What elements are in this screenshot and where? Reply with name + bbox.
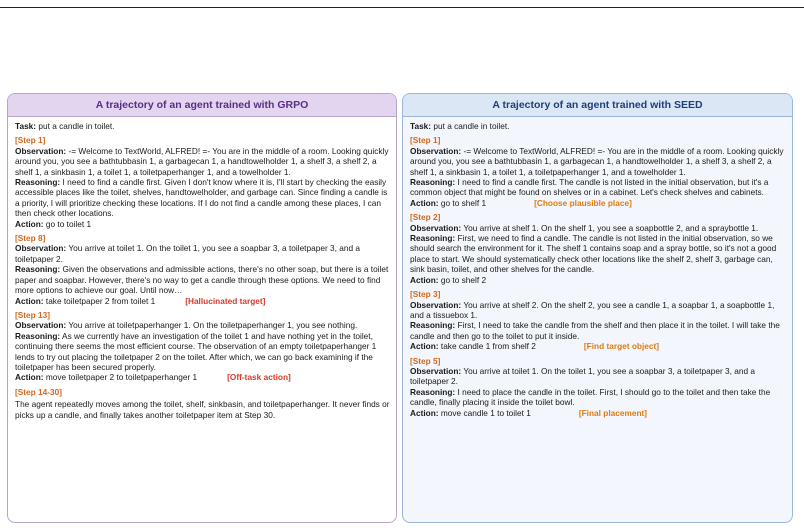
observation-text: Observation: You arrive at toiletpaperhanger 1. On the toiletpaperhanger 1, you see nothing. <box>15 320 358 331</box>
reasoning-text: Reasoning: Given the observations and admissible actions, there's no other soap, but there is a toilet paper and soapbar. However, there's no way to get a candle through these options. We need to find more options to achieve our goal. Until now… <box>15 264 389 296</box>
summary-text: The agent repeatedly moves among the toilet, shelf, sinkbasin, and toiletpaperhanger. It never finds or picks up a candle, and finally takes another toiletpaper item at Step 30. <box>15 399 390 420</box>
action-text: Action: take toiletpaper 2 from toilet 1 [Hallucinated target] <box>15 295 266 306</box>
error-tag: [Off-task action] <box>227 372 291 383</box>
reasoning-text: Reasoning: I need to find a candle first. The candle is not listed in the initial observation, but it's a common object that might be found on shelves or in a cabinet. Let's check shelves and cabinets. <box>410 177 769 198</box>
observation-text: Observation: You arrive at shelf 2. On the shelf 2, you see a candle 1, a soapbar 1, a soapbottle 1, and a tissuebox 1. <box>410 299 775 320</box>
reasoning-text: Reasoning: I need to find a candle first. Given I don't know where it is, I'll start by checking the easily accessible places like the toilet, shelves, handtowelholder, and garbage can. Since finding a candle is a priority, I will prioritize checking these locations. If I do not find a candle among these places, I can then check other locations. <box>15 177 388 219</box>
step-label: [Step 3] <box>410 289 441 300</box>
observation-text: Observation: -= Welcome to TextWorld, ALFRED! =- You are in the middle of a room. Looking quickly around you, you see a bathtubbasin 1, a garbagecan 1, a handtowelholder 1, a shelf 3, a shelf 2, a shelf 1, a sinkbasin 1, a toilet 1, a toiletpaperhanger 1, and a towelholder 1. <box>410 145 784 177</box>
seed-panel-title: A trajectory of an agent trained with SEED <box>403 94 792 117</box>
step-label: [Step 1] <box>15 135 46 146</box>
reasoning-text: Reasoning: I need to place the candle in the toilet. First, I should go to the toilet and then take the candle, finally placing it inside the toilet bowl. <box>410 386 771 408</box>
step-block <box>410 356 786 418</box>
step-block <box>15 387 390 420</box>
step-label: [Step 13] <box>15 309 51 320</box>
reasoning-text: Reasoning: As we currently have an investigation of the toilet 1 and have nothing yet in the toilet, continuing there seems the most efficient course. The observation of an empty toiletpaperhanger 1 lends to try out placing the toiletpaper 2 on the toilet. After which, we can go back examining if the toiletpaper has been secured properly. <box>15 330 377 372</box>
action-text: Action: go to shelf 1 [Choose plausible place] <box>410 197 632 208</box>
action-text: Action: go to shelf 2 <box>410 274 487 285</box>
step-label: [Step 1] <box>410 135 441 146</box>
step-label: [Step 5] <box>410 355 441 366</box>
grpo-panel-body <box>8 117 396 420</box>
observation-text: Observation: You arrive at toilet 1. On the toilet 1, you see a soapbar 3, a toiletpaper 3, and a toiletpaper 2. <box>15 243 361 264</box>
observation-text: Observation: You arrive at shelf 1. On the shelf 1, you see a soapbottle 2, and a spraybottle 1. <box>410 222 759 233</box>
grpo-panel-title: A trajectory of an agent trained with GRPO <box>8 94 396 117</box>
action-text: Action: move toiletpaper 2 to toiletpaperhanger 1 [Off-task action] <box>15 372 291 383</box>
reasoning-text: Reasoning: First, we need to find a candle. The candle is not listed in the initial observation, so we should search the environment for it. The shelf 1 contains soap and a spray bottle, so it's not a good place to start. We should systematically check other locations like the shelf 2, shelf 3, garbage can, sink basin, toilet, and other shelves for the candle. <box>410 233 777 275</box>
action-text: Action: move candle 1 to toilet 1 [Final placement] <box>410 407 648 418</box>
step-label: [Step 8] <box>15 233 46 244</box>
success-tag: [Final placement] <box>578 407 648 418</box>
observation-text: Observation: -= Welcome to TextWorld, ALFRED! =- You are in the middle of a room. Looking quickly around you, you see a bathtubbasin 1, a garbagecan 1, a handtowelholder 1, a shelf 3, a shelf 2, a shelf 1, a sinkbasin 1, a toilet 1, a toiletpaperhanger 1, and a towelholder 1. <box>15 145 389 177</box>
step-block <box>15 310 390 383</box>
step-block <box>410 289 786 351</box>
reasoning-text: Reasoning: First, I need to take the candle from the shelf and then place it in the toilet. I will take the candle and then go to the toilet to put it inside. <box>410 320 780 341</box>
grpo-panel <box>7 93 397 523</box>
success-tag: [Find target object] <box>583 341 660 352</box>
success-tag: [Choose plausible place] <box>534 197 632 208</box>
step-block <box>15 233 390 306</box>
seed-panel <box>402 93 793 523</box>
action-text: Action: go to toilet 1 <box>15 218 92 229</box>
step-block <box>410 135 786 208</box>
task-line: Task: put a candle in toilet. <box>15 121 115 131</box>
step-block <box>15 135 390 229</box>
task-line: Task: put a candle in toilet. <box>410 121 510 131</box>
top-rule <box>0 7 804 8</box>
step-label: [Step 14-30] <box>15 386 63 397</box>
action-text: Action: take candle 1 from shelf 2 [Find target object] <box>410 341 660 352</box>
error-tag: [Hallucinated target] <box>185 295 266 306</box>
observation-text: Observation: You arrive at toilet 1. On the toilet 1, you see a soapbar 3, a toiletpaper 3, and a toiletpaper 2. <box>410 365 756 387</box>
step-label: [Step 2] <box>410 212 441 223</box>
seed-panel-body <box>403 117 792 418</box>
step-block <box>410 212 786 285</box>
